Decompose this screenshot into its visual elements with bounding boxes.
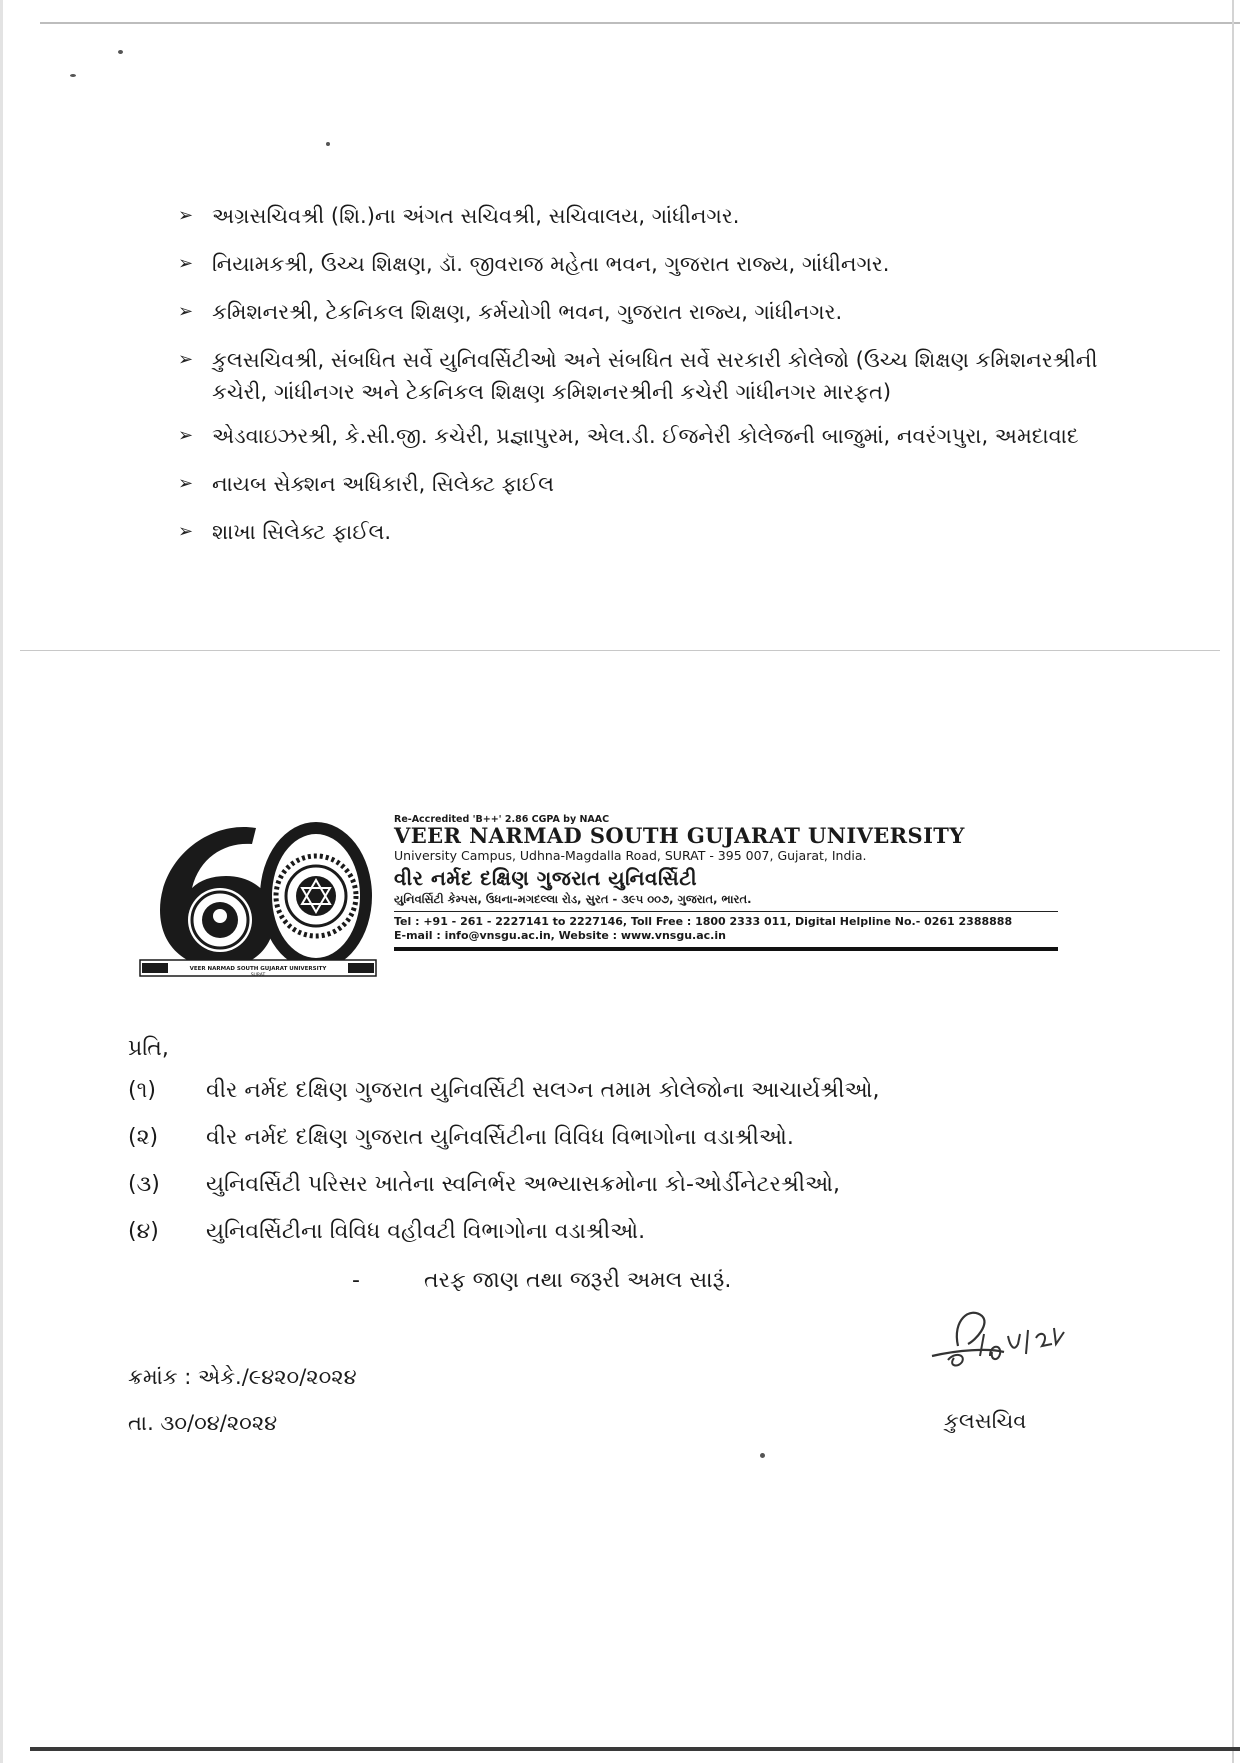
salutation: પ્રતિ,: [128, 1036, 169, 1061]
arrow-bullet-icon: ➢: [178, 349, 194, 370]
recipient-number: (૪): [128, 1219, 159, 1244]
recipient-number: (૩): [128, 1172, 160, 1197]
scan-speck: [70, 74, 76, 77]
recipient-text: વીર નર્મદ દક્ષિણ ગુજરાત યુનિવર્સિટીના વિવિધ વિભાગોના વડાશ્રીઓ.: [206, 1125, 794, 1150]
letter-date: તા. ૩૦/૦૪/૨૦૨૪: [128, 1411, 278, 1435]
distribution-item: [178, 420, 1118, 452]
distribution-item-text: નિયામકશ્રી, ઉચ્ચ શિક્ષણ, ડૉ. જીવરાજ મહેતા ભવન, ગુજરાત રાજ્ય, ગાંધીનગર.: [212, 252, 890, 276]
university-address-gu: યુનિવર્સિટી કેમ્પસ, ઉધના-મગદલ્લા રોડ, સુરત - ૩૯૫ ૦૦૭, ગુજરાત, ભારત.: [394, 892, 752, 906]
recipient-item: [128, 1217, 1128, 1247]
distribution-item-text: કમિશનરશ્રી, ટેકનિકલ શિક્ષણ, કર્મયોગી ભવન, ગુજરાત રાજ્ય, ગાંધીનગર.: [212, 300, 843, 324]
scan-speck: [118, 50, 123, 54]
email-line: E-mail : info@vnsgu.ac.in, Website : www.vnsgu.ac.in: [394, 929, 726, 942]
letterhead: [138, 800, 1058, 980]
scan-edge-bottom: [30, 1747, 1240, 1751]
distribution-list: [178, 200, 1118, 564]
accreditation-line: Re-Accredited 'B++' 2.86 CGPA by NAAC: [394, 814, 610, 825]
recipient-text: યુનિવર્સિટીના વિવિધ વહીવટી વિભાગોના વડાશ્રીઓ.: [206, 1219, 646, 1244]
arrow-bullet-icon: ➢: [178, 253, 194, 274]
recipient-text: વીર નર્મદ દક્ષિણ ગુજરાત યુનિવર્સિટી સલગ્ન તમામ કોલેજોના આચાર્યશ્રીઓ,: [206, 1078, 880, 1103]
recipient-item: [128, 1123, 1128, 1153]
logo-city-text: SURAT: [250, 973, 266, 978]
university-name-en: VEER NARMAD SOUTH GUJARAT UNIVERSITY: [394, 823, 965, 848]
distribution-item-text: નાયબ સેક્શન અધિકારી, સિલેક્ટ ફાઈલ: [212, 472, 554, 496]
arrow-bullet-icon: ➢: [178, 301, 194, 322]
page-divider: [20, 650, 1220, 651]
distribution-item: [178, 248, 1118, 280]
distribution-item: [178, 296, 1118, 328]
university-address-en: University Campus, Udhna-Magdalla Road, SURAT - 395 007, Gujarat, India.: [394, 848, 867, 863]
logo-banner-text: VEER NARMAD SOUTH GUJARAT UNIVERSITY: [189, 966, 327, 972]
contact-line: Tel : +91 - 261 - 2227141 to 2227146, Toll Free : 1800 2333 011, Digital Helpline No.- 0261 2388888: [394, 915, 1013, 928]
distribution-item: [178, 344, 1118, 408]
arrow-bullet-icon: ➢: [178, 521, 194, 542]
scan-edge-top: [40, 22, 1240, 24]
recipient-item: [128, 1076, 1128, 1106]
recipient-text: યુનિવર્સિટી પરિસર ખાતેના સ્વનિર્ભર અભ્યાસક્રમોના કો-ઓર્ડીનેટરશ્રીઓ,: [206, 1172, 841, 1197]
action-dash: -: [352, 1268, 360, 1293]
distribution-item: [178, 468, 1118, 500]
scan-speck: [760, 1453, 765, 1458]
arrow-bullet-icon: ➢: [178, 425, 194, 446]
distribution-item-text: શાખા સિલેક્ટ ફાઈલ.: [212, 520, 392, 544]
distribution-item-text: અગ્રસચિવશ્રી (શિ.)ના અંગત સચિવશ્રી, સચિવાલય, ગાંધીનગર.: [212, 204, 740, 228]
scan-speck: [326, 142, 330, 146]
recipient-number: (૧): [128, 1078, 156, 1103]
letterhead-rule: [394, 911, 1058, 912]
reference-number: ક્રમાંક : એકે./૯૪૨૦/૨૦૨૪: [128, 1365, 357, 1389]
letterhead-text-block: [394, 814, 1058, 951]
recipient-item: [128, 1170, 1128, 1200]
distribution-item-text: કુલસચિવશ્રી, સંબધિત સર્વે યુનિવર્સિટીઓ અને સંબધિત સર્વે સરકારી કોલેજો (ઉચ્ચ શિક્ષણ કમિશનરશ્રીની કચેરી, ગાંધીનગર અને ટેકનિકલ શિક્ષણ કમિશનરશ્રીની કચેરી ગાંધીનગર મારફત): [212, 348, 1098, 404]
signatory-title: કુલસચિવ: [944, 1409, 1027, 1433]
arrow-bullet-icon: ➢: [178, 205, 194, 226]
scan-edge-right: [1232, 0, 1234, 1763]
scan-edge-left: [0, 0, 3, 1763]
recipient-number: (૨): [128, 1125, 159, 1150]
university-name-gu: વીર નર્મદ દક્ષિણ ગુજરાત યુનિવર્સિટી: [394, 866, 698, 890]
action-text: તરફ જાણ તથા જરૂરી અમલ સારૂં.: [424, 1268, 732, 1293]
distribution-item: [178, 200, 1118, 232]
recipient-list: [128, 1076, 1128, 1264]
distribution-item: [178, 516, 1118, 548]
letterhead-rule-thick: [394, 947, 1058, 951]
arrow-bullet-icon: ➢: [178, 473, 194, 494]
distribution-item-text: એડવાઇઝરશ્રી, કે.સી.જી. કચેરી, પ્રજ્ઞાપુરમ, એલ.ડી. ઈજનેરી કોલેજની બાજુમાં, નવરંગપુરા, અમદાવાદ: [212, 424, 1079, 448]
university-60-years-logo-icon: [138, 800, 378, 980]
handwritten-signature-icon: [918, 1300, 1068, 1390]
action-line: [352, 1266, 731, 1296]
